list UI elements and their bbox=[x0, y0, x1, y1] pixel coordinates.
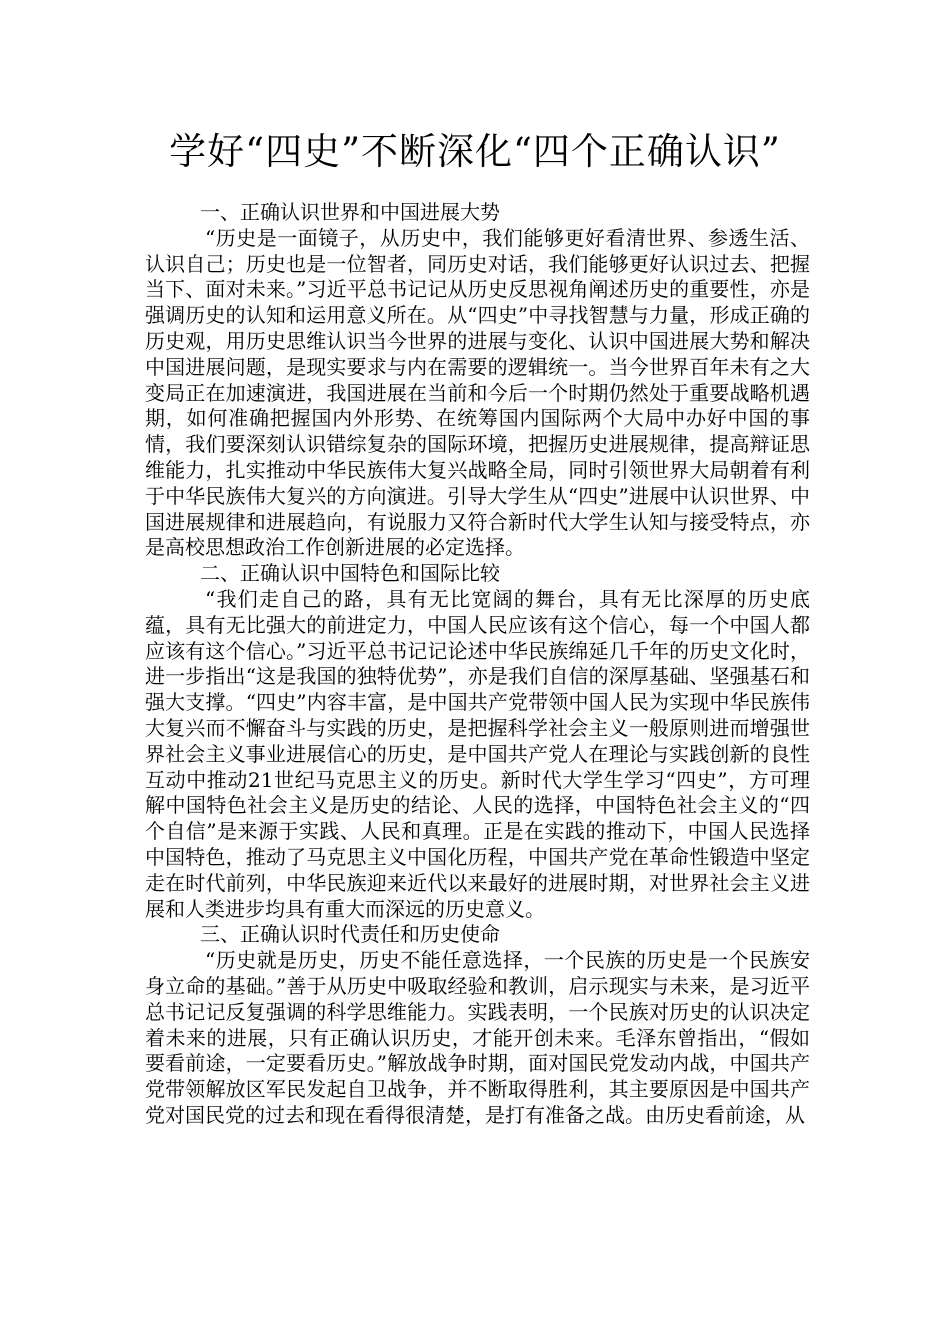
document-title: 学好“四史”不断深化“四个正确认识” bbox=[169, 130, 781, 173]
section-paragraph-2: “我们走自己的路，具有无比宽阔的舞台，具有无比深厚的历史底蕴，具有无比强大的前进定力，中国人民应该有这个信心，每一个中国人都应该有这个信心。”习近平总书记记论述中华民族绵延几千年的历史文化时，进一步指出“这是我国的独特优势”，亦是我们自信的深厚基础、坚强基石和强大支撑。“四史”内容丰富，是中国共产党带领中国人民为实现中华民族伟大复兴而不懈奋斗与实践的历史，是把握科学社会主义一般原则进而增强世界社会主义事业进展信心的历史，是中国共产党人在理论与实践创新的良性互动中推动21世纪马克思主义的历史。新时代大学生学习“四史”，方可理解中国特色社会主义是历史的结论、人民的选择，中国特色社会主义的“四个自信”是来源于实践、人民和真理。正是在实践的推动下，中国人民选择中国特色，推动了马克思主义中国化历程，中国共产党在革命性锻造中坚定走在时代前列，中华民族迎来近代以来最好的进展时期，对世界社会主义进展和人类进步均具有重大而深远的历史意义。 bbox=[145, 586, 810, 921]
section-heading-2: 二、正确认识中国特色和国际比较 bbox=[200, 561, 500, 586]
section-paragraph-3: “历史就是历史，历史不能任意选择，一个民族的历史是一个民族安身立命的基础。”善于从历史中吸取经验和教训，启示现实与未来，是习近平总书记记反复强调的科学思维能力。实践表明，一个民族对历史的认识决定着未来的进展，只有正确认识历史，才能开创未来。毛泽东曾指出，“假如要看前途，一定要看历史。”解放战争时期，面对国民党发动内战，中国共产党带领解放区军民发起自卫战争，并不断取得胜利，其主要原因是中国共产党对国民党的过去和现在看得很清楚，是打有准备之战。由历史看前途，从 bbox=[145, 948, 810, 1127]
section-heading-1: 一、正确认识世界和中国进展大势 bbox=[200, 200, 500, 224]
document-body bbox=[145, 200, 810, 1129]
section-paragraph-1: “历史是一面镜子，从历史中，我们能够更好看清世界、参透生活、认识自己；历史也是一位智者，同历史对话，我们能够更好认识过去、把握当下、面对未来。”习近平总书记记从历史反思视角阐述历史的重要性，亦是强调历史的认知和运用意义所在。从“四史”中寻找智慧与力量，形成正确的历史观，用历史思维认识当今世界的进展与变化、认识中国进展大势和解决中国进展问题，是现实要求与内在需要的逻辑统一。当今世界百年未有之大变局正在加速演进，我国进展在当前和今后一个时期仍然处于重要战略机遇期，如何准确把握国内外形势、在统筹国内国际两个大局中办好中国的事情，我们要深刻认识错综复杂的国际环境，把握历史进展规律，提高辩证思维能力，扎实推动中华民族伟大复兴战略全局，同时引领世界大局朝着有利于中华民族伟大复兴的方向演进。引导大学生从“四史”进展中认识世界、中国进展规律和进展趋向，有说服力又符合新时代大学生认知与接受特点，亦是高校思想政治工作创新进展的必定选择。 bbox=[145, 225, 810, 560]
section-heading-3: 三、正确认识时代责任和历史使命 bbox=[200, 922, 500, 947]
